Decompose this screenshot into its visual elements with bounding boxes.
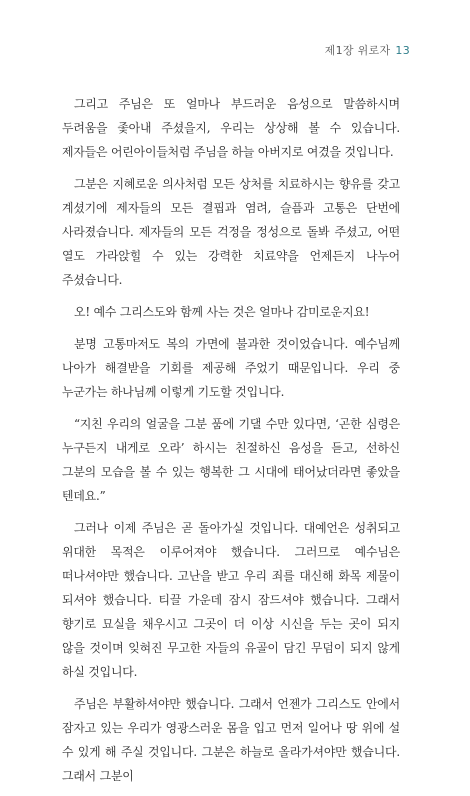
chapter-title: 제1장 위로자 bbox=[324, 44, 391, 57]
paragraph: 분명 고통마저도 복의 가면에 불과한 것이었습니다. 예수님께 나아가 해결받을 기회를 제공해 주었기 때문입니다. 우리 중 누군가는 하나님께 이렇게 기도할 것입니다. bbox=[62, 337, 400, 399]
body-text bbox=[62, 92, 400, 796]
page-number: 13 bbox=[395, 44, 410, 57]
running-header bbox=[325, 42, 410, 58]
paragraph: 그리고 주님은 또 얼마나 부드러운 음성으로 말씀하시며 두려움을 좇아내 주셨을지, 우리는 상상해 볼 수 있습니다. 제자들은 어린아이들처럼 주님을 하늘 아버지로 여겼을 것입니다. bbox=[62, 97, 400, 159]
paragraph: 오! 예수 그리스도와 함께 사는 것은 얼마나 감미로운지요! bbox=[74, 305, 370, 319]
paragraph: 그러나 이제 주님은 곧 돌아가실 것입니다. 대예언은 성취되고 위대한 목적은 이루어져야 했습니다. 그러므로 예수님은 떠나셔야만 했습니다. 고난을 받고 우리 죄를 대신해 화목 제물이 되셔야 했습니다. 티끌 가운데 잠시 잠드셔야 했습니다. 그래서 향기로 묘실을 채우시고 그곳이 더 이상 시신을 두는 곳이 되지 않을 것이며 잊혀진 무고한 자들의 유골이 담긴 무덤이 되지 않게 하실 것입니다. bbox=[62, 521, 400, 679]
paragraph: “지친 우리의 얼굴을 그분 품에 기댈 수만 있다면, ‘곤한 심령은 누구든지 내게로 오라’ 하시는 친절하신 음성을 듣고, 선하신 그분의 모습을 볼 수 있는 행복한 그 시대에 태어났더라면 좋았을 텐데요.” bbox=[62, 417, 400, 503]
paragraph: 그분은 지혜로운 의사처럼 모든 상처를 치료하시는 향유를 갖고 계셨기에 제자들의 모든 결핍과 염려, 슬픔과 고통은 단번에 사라졌습니다. 제자들의 모든 걱정을 정성으로 돌봐 주셨고, 어떤 열도 가라앉힐 수 있는 강력한 치료약을 언제든지 나누어 주셨습니다. bbox=[62, 177, 400, 287]
paragraph: 주님은 부활하셔야만 했습니다. 그래서 언젠가 그리스도 안에서 잠자고 있는 우리가 영광스러운 몸을 입고 먼저 일어나 땅 위에 설 수 있게 해 주실 것입니다. 그분은 하늘로 올라가셔야만 했습니다. 그래서 그분이 bbox=[62, 697, 400, 783]
